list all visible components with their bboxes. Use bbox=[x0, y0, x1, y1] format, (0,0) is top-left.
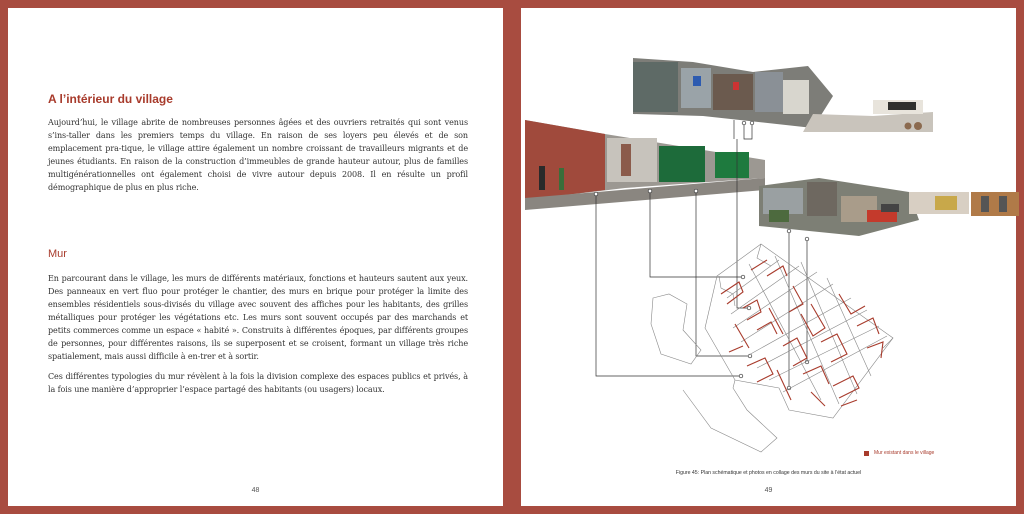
mur-paragraph: En parcourant dans le village, les murs de différents matériaux, fonctions et hauteurs sautent aux yeux. Des panneaux en vert fluo pour protéger le chantier, des murs en brique pour protéger la limite des ensembles résidentiels sous-divisés du village avec souvent des affiches pour les habitants, des grilles métalliques pour protéger les végétations etc. Les murs sont souvent occupés par des marchands et petits commerces comme un espace « habité ». Construits à différentes époques, par différents groupes de personnes, pour différentes raisons, ils se superposent et se croisent, formant un village très riche spatialement, mais aussi difficile à en-trer et à sortir. bbox=[48, 274, 468, 361]
site-plan-diagram bbox=[521, 8, 1016, 506]
page-number-right: 49 bbox=[764, 487, 773, 494]
intro-paragraph: Aujourd’hui, le village abrite de nombreuses personnes âgées et des ouvriers retraités qui sont venus s’ins-taller dans les premiers temps du village. En raison de ses loyers peu élevés et de son emplacement pra-tique, le village attire également un nombre croissant de travailleurs migrants et de jeunes étudiants. En raison de la construction d’immeubles de grande hauteur autour, plus de familles multigénérationnelles ont également choisi de vivre autour depuis 2008. Il en résulte un profil démographique de plus en plus riche. bbox=[48, 118, 468, 192]
section-heading: A l’intérieur du village bbox=[48, 92, 173, 106]
figure-caption: Figure 45: Plan schématique et photos en collage des murs du site à l’état actuel bbox=[675, 470, 862, 476]
red-square-icon bbox=[864, 451, 869, 456]
right-page bbox=[521, 8, 1016, 506]
map-legend bbox=[864, 450, 934, 456]
legend-label: Mur existant dans le village bbox=[874, 450, 935, 456]
left-page bbox=[8, 8, 503, 506]
page-number-left: 48 bbox=[251, 487, 260, 494]
typologies-paragraph: Ces différentes typologies du mur révèlent à la fois la division complexe des espaces publics et privés, à la fois une manière d’approprier l’espace partagé des habitants (ou usagers) locaux. bbox=[48, 372, 468, 394]
subheading-mur: Mur bbox=[48, 248, 67, 260]
